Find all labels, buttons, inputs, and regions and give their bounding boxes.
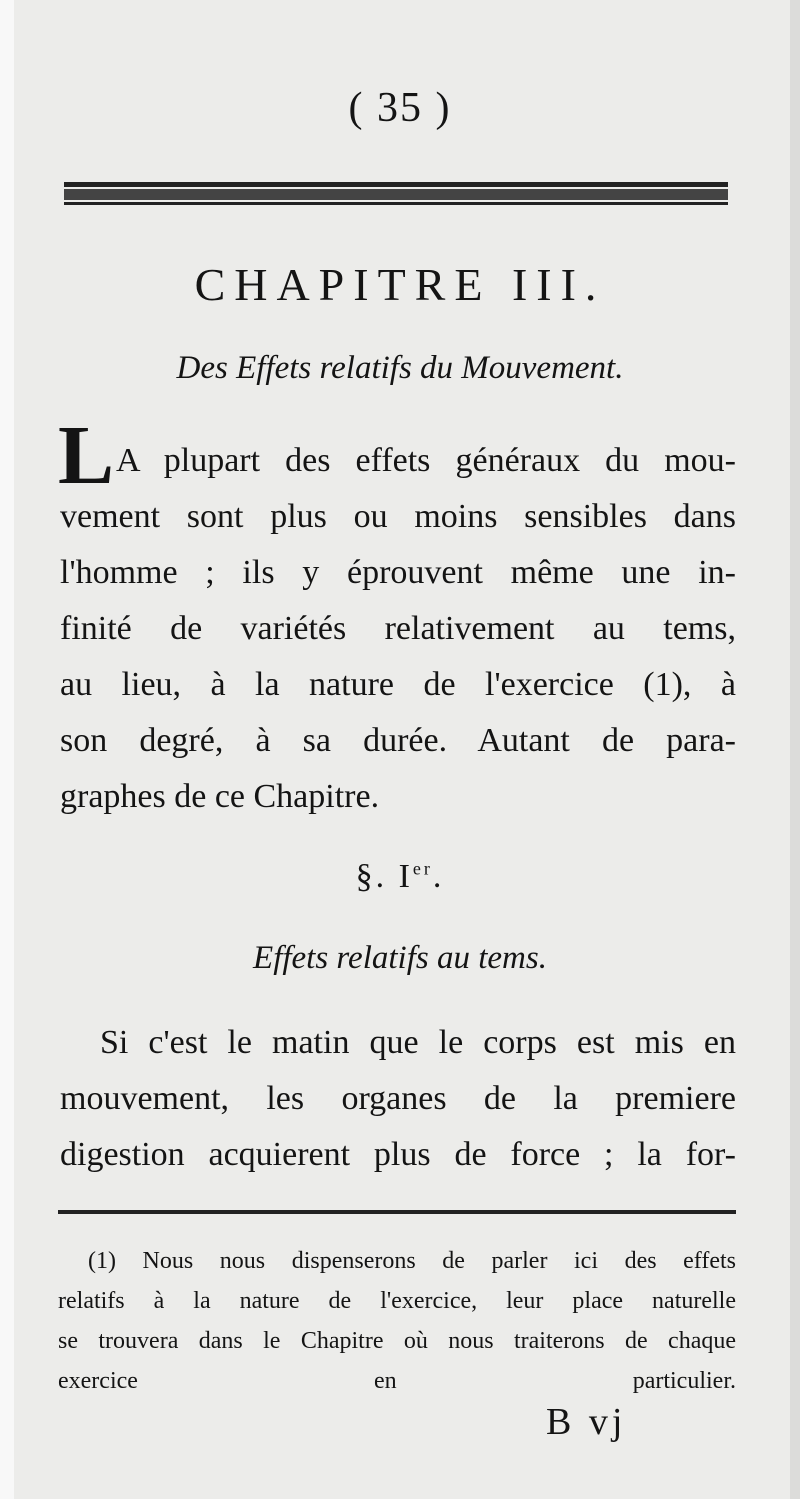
footnote-line: se trouvera dans le Chapitre où nous traiterons de chaque bbox=[58, 1328, 736, 1354]
paragraph-line: A plupart des effets généraux du mou- bbox=[116, 442, 736, 479]
paragraph-line: digestion acquierent plus de force ; la for- bbox=[60, 1136, 736, 1173]
footnote-line: exercice en particulier. bbox=[58, 1368, 736, 1394]
paragraph-line: au lieu, à la nature de l'exercice (1), à bbox=[60, 666, 736, 703]
footnote-rule bbox=[58, 1210, 736, 1214]
paragraph-line: son degré, à sa durée. Autant de para- bbox=[60, 722, 736, 759]
drop-cap: L bbox=[58, 409, 115, 502]
signature-mark: B vj bbox=[546, 1401, 627, 1443]
footnote-line: relatifs à la nature de l'exercice, leur place naturelle bbox=[58, 1288, 736, 1314]
chapter-subtitle: Des Effets relatifs du Mouvement. bbox=[176, 350, 624, 386]
paragraph-line: l'homme ; ils y éprouvent même une in- bbox=[60, 554, 736, 591]
paragraph-line: mouvement, les organes de la premiere bbox=[60, 1080, 736, 1117]
footnote-line: (1) Nous nous dispenserons de parler ici des effets bbox=[88, 1248, 736, 1274]
section-mark-text: §. I bbox=[355, 858, 413, 895]
section-mark bbox=[0, 858, 800, 896]
section-mark-period: . bbox=[432, 858, 445, 895]
paragraph-line: graphes de ce Chapitre. bbox=[60, 778, 380, 815]
paragraph-line: finité de variétés relativement au tems, bbox=[60, 610, 736, 647]
page-edge-left bbox=[0, 0, 14, 1499]
paragraph-line: Si c'est le matin que le corps est mis en bbox=[100, 1024, 736, 1061]
section-mark-superscript: er bbox=[412, 858, 433, 879]
page-number: ( 35 ) bbox=[348, 85, 452, 131]
page-edge-right bbox=[790, 0, 800, 1499]
header-ornament-rule bbox=[64, 182, 728, 206]
chapter-title: CHAPITRE III. bbox=[194, 259, 606, 310]
paragraph-line: vement sont plus ou moins sensibles dans bbox=[60, 498, 736, 535]
section-title: Effets relatifs au tems. bbox=[253, 940, 547, 976]
